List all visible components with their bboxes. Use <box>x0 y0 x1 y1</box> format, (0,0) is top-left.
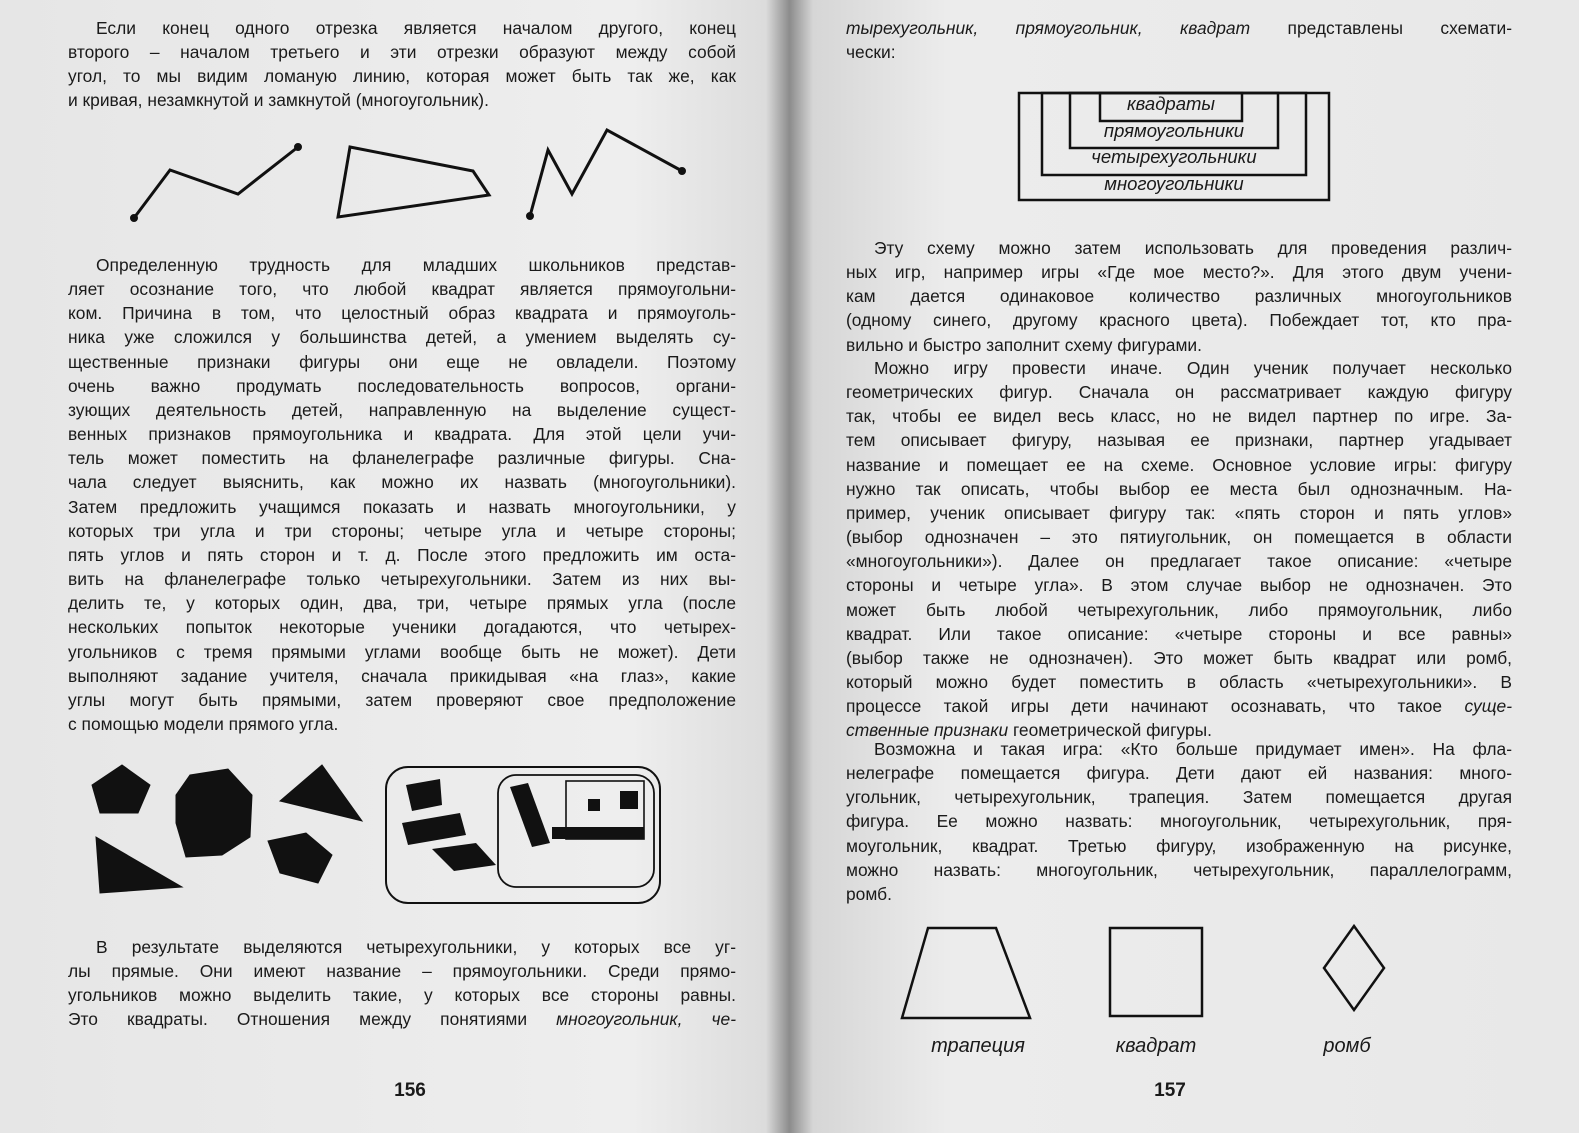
long-bar-shape <box>552 827 644 839</box>
right-paragraph-2 <box>846 356 1512 743</box>
pentagon-shape <box>92 765 150 813</box>
text-line: (одному синего, другому красного цвета). Побеждает тот, кто пра- <box>846 310 1512 331</box>
right-page <box>790 0 1579 1133</box>
text-line: выполняют задание учителя, сначала прикидывая «на глаз», какие <box>68 665 736 686</box>
text-line: и кривая, незамкнутой и замкнутой (многоугольник). <box>68 90 489 111</box>
text-line: так, чтобы ее видел весь класс, но не видел партнер по игре. За- <box>846 406 1512 427</box>
text-line: с помощью модели прямого угла. <box>68 713 339 734</box>
text-line: пример, ученик описывает фигуру так: «пять сторон и пять углов» <box>846 502 1512 523</box>
quad-2-shape <box>402 813 466 845</box>
label-polygons: многоугольники <box>1104 173 1244 194</box>
rhombus-shape <box>1324 926 1384 1010</box>
text-line: (выбор однозначен – это пятиугольник, он помещается в области <box>846 527 1512 548</box>
left-paragraph-2 <box>68 253 736 736</box>
text-line: щественные признаки фигуры они еще не овладели. Поэтому <box>68 351 736 372</box>
octagon-shape <box>176 769 252 857</box>
text-line: нескольких попыток некоторые ученики догадаются, что четырех- <box>68 617 736 638</box>
example-shapes <box>900 924 1400 1024</box>
text-line: ных игр, например игры «Где мое место?». Для этого двум учени- <box>846 262 1512 283</box>
text-line: угольник, четырехугольник, трапеция. Затем помещается другая <box>846 787 1512 808</box>
text-line: чески: <box>846 42 896 63</box>
text-segment: представлены схемати- <box>1250 18 1512 38</box>
text-line: моугольник, квадрат. Третью фигуру, изображенную на рисунке, <box>846 835 1512 856</box>
text-line: лы прямые. Они имеют название – прямоугольники. Среди прямо- <box>68 961 736 982</box>
zigzag-polyline <box>528 130 685 219</box>
text-line: очень важно продумать последовательность вопросов, органи- <box>68 375 736 396</box>
text-line: тель может поместить на фланелеграфе различные фигуры. Сна- <box>68 448 736 469</box>
italic-term: тырехугольник, прямоугольник, квадрат <box>846 18 1251 38</box>
text-line: который можно будет поместить в область «четырехугольники». В <box>846 672 1512 693</box>
text-line: фигура. Ее можно назвать: многоугольник, четырехугольник, пря- <box>846 811 1512 832</box>
text-line: венных признаков прямоугольника и квадрата. Для этой цели учи- <box>68 424 736 445</box>
square-shape <box>1110 928 1202 1016</box>
small-square-shape <box>588 799 600 811</box>
text-line: зующих деятельность детей, направленную на выделение сущест- <box>68 399 736 420</box>
text-line: Определенную трудность для младших школьников представ- <box>96 255 736 275</box>
open-polyline <box>132 145 301 221</box>
text-line: второго – началом третьего и эти отрезки образуют между собой <box>68 42 736 63</box>
caption-square: квадрат <box>1115 1035 1197 1057</box>
text-line: Можно игру провести иначе. Один ученик получает несколько <box>874 358 1512 378</box>
closed-polygon <box>338 147 489 217</box>
text-segment: геометрической фигуры. <box>1008 720 1212 741</box>
italic-term: ственные признаки <box>846 720 1009 741</box>
text-line: тем описывает фигуру, называя ее признаки, партнер угадывает <box>846 430 1512 451</box>
text-line: нелеграфе помещается фигура. Дети дают ей названия: много- <box>846 763 1512 784</box>
text-line: Возможна и такая игра: «Кто больше придумает имен». На фла- <box>874 739 1512 759</box>
text-line: ком. Причина в том, что целостный образ квадрата и прямоуголь- <box>68 303 736 324</box>
text-line: делить те, у которых один, два, три, четыре прямых угла (после <box>68 593 736 614</box>
left-paragraph-1 <box>68 16 736 113</box>
text-line: геометрических фигур. Сначала он рассматривает каждую фигуру <box>846 382 1512 403</box>
text-line: угольников с тремя прямыми углами вообще быть не может). Дети <box>68 641 736 662</box>
italic-term: суще- <box>1464 696 1512 717</box>
label-quadrilaterals: четырехугольники <box>1091 146 1257 167</box>
square-shape <box>620 791 638 809</box>
text-line: углы могут быть прямыми, затем проверяют свое предположение <box>68 689 736 710</box>
polyline-figures <box>120 130 700 230</box>
label-squares: квадраты <box>1126 93 1216 114</box>
text-line: вильно и быстро заполнит схему фигурами. <box>846 334 1202 355</box>
text-line: Затем предложить учащимся показать и назвать многоугольники, у <box>68 496 736 517</box>
text-segment: Это квадраты. Отношения между понятиями <box>68 1009 557 1030</box>
italic-term: многоугольник, че- <box>556 1009 736 1030</box>
text-line: (выбор также не однозначен). Это может быть квадрат или ромб, <box>846 647 1512 668</box>
quad-1-shape <box>406 779 442 811</box>
text-line: можно назвать: многоугольник, четырехугольник, параллелограмм, <box>846 859 1512 880</box>
caption-rhombus: ромб <box>1323 1035 1371 1057</box>
text-line: угол, то мы видим ломаную линию, которая может быть так же, как <box>68 66 736 87</box>
text-segment: процессе такой игры дети начинают осознавать, что такое <box>846 696 1465 717</box>
text-line: кам дается одинаковое количество различных многоугольников <box>846 286 1512 307</box>
text-line: вить на фланелеграфе только четырехугольники. Затем из них вы- <box>68 569 736 590</box>
text-line: которых три угла и три стороны; четыре угла и четыре стороны; <box>68 520 736 541</box>
text-line: угольников можно выделить такие, у которых все стороны равны. <box>68 985 736 1006</box>
right-paragraph-3 <box>846 737 1512 906</box>
quad-3-shape <box>432 843 496 871</box>
left-paragraph-3 <box>68 935 736 1032</box>
caption-trapezoid: трапеция <box>931 1035 1025 1057</box>
triangle-bottom-shape <box>96 837 182 893</box>
text-line: В результате выделяются четырехугольники, у которых все уг- <box>96 937 736 957</box>
text-line: ромб. <box>846 883 892 904</box>
text-line: «многоугольники»). Далее он предлагает такое описание: «четыре <box>846 551 1512 572</box>
trapezoid-shape <box>902 928 1030 1018</box>
text-line: может быть любой четырехугольник, либо прямоугольник, либо <box>846 599 1512 620</box>
label-rectangles: прямоугольники <box>1103 120 1245 141</box>
text-line: квадрат. Или такое описание: «четыре стороны и все равны» <box>846 623 1512 644</box>
page-number-right: 157 <box>1154 1080 1186 1101</box>
text-line: Эту схему можно затем использовать для проведения различ- <box>874 238 1512 258</box>
triangle-top-shape <box>280 765 362 821</box>
text-line: название и помещает ее на схеме. Основное условие игры: фигуру <box>846 454 1512 475</box>
text-line: пять углов и пять сторон и т. д. После этого предложить им оста- <box>68 544 736 565</box>
text-line: Если конец одного отрезка является началом другого, конец <box>96 18 736 38</box>
text-line: ника уже сложился у большинства детей, а умением выделять су- <box>68 327 736 348</box>
page-number-left: 156 <box>394 1080 426 1101</box>
text-line: стороны и четыре угла». В этом случае выбор не однозначен. Это <box>846 575 1512 596</box>
text-line: нужно так описать, чтобы выбор ее места был однозначным. На- <box>846 478 1512 499</box>
right-paragraph-1 <box>846 236 1512 357</box>
text-line: чала следует выяснить, как можно их назвать (многоугольники). <box>68 472 736 493</box>
rectangle-tilted-shape <box>510 783 550 847</box>
irregular-pentagon-shape <box>268 833 332 883</box>
right-paragraph-0 <box>846 16 1512 64</box>
polygon-figures <box>80 755 700 905</box>
text-line: ляет осознание того, что любой квадрат является прямоугольни- <box>68 279 736 300</box>
